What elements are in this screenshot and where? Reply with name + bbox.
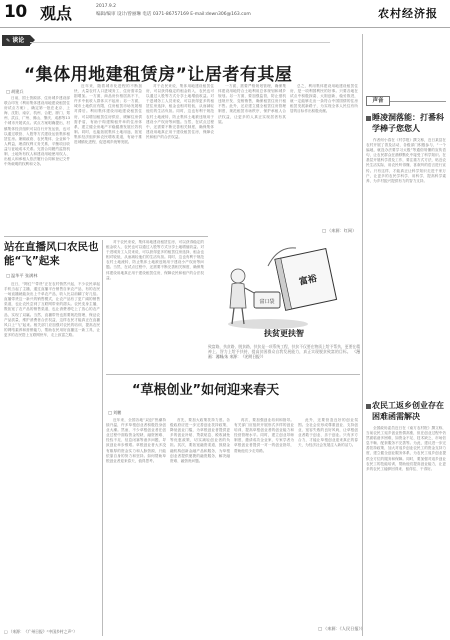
page-header [0,0,450,28]
paragraph: 对于农民来说，集体用地建设租赁住房，可以获得稳定的租金收入，农民也可以通过入股等方式分享土地增值收益。对于进城务工人员来说，可以获得更多的租赁住房选择，租金也相对较低，从而减轻他们的生活负担。同时，这也有利于规范农村土地流转，防止集体土地被违规用于建设小产权房等问题。当然，在试点过程中，还需要不断完善相关制度，确保集体建设用地真正用于建设租赁住房，保障农民和租户的合法权益。 [146,84,214,139]
main-article-col-1 [4,96,70,234]
section-title: 观点 [40,4,73,23]
pen-icon: ✎ [6,38,11,44]
bottom-byline: □ 刘鹏 [108,410,121,416]
paragraph: 近年来，全国各地“双创”热潮持续升温，许多草根创业者积极投身创业大潮。然而，不少草根创业者在创业过程中面临资金短缺、融资困难、经验不足、信息闭塞等诸多问题，导致创业举步维艰。草根创业者大多没有雄厚的资金实力和人脉资源，只能依靠自身的努力和坚持。如何帮助草根创业者迎来春天，值得思考。 [106,418,166,463]
paragraph: 再次，要加强创业培训和指导。有关部门应组织开展形式多样的创业培训，提高草根创业者的创业能力和经营管理水平。同时，建立创业导师制度，邀请成功企业家、专家学者为草根创业者提供一对一的创业指导，帮助他们少走弯路。 [234,418,294,453]
bottom-article-col-4 [298,418,358,624]
main-byline: □ 胡建兵 [6,89,24,95]
caption-text: 致富路，扶贫路，脱贫路，扶贫是一项系统工程，扶贫不仅要在物质上给予帮扶，更要在精神上、智力上给予扶持，提高贫困群众自我发展能力，真正实现脱贫致富的目标。 [208,344,360,355]
cartoon-title: 扶贫更扶智 [264,329,304,338]
issue-date: 2017.9.2 [96,4,117,9]
section-divider [106,374,360,375]
right-headline-2: 农民工返乡创业存在困难函需解决 [372,401,444,421]
main-article-col-4 [218,84,286,234]
bottom-article-col-1 [106,418,166,630]
paragraph: 此外，还要营造良好的创业氛围。全社会应形成尊重创业、支持创业、宽容失败的良好风尚，让草根创业者敢于创业、乐于创业。只有多方合力，才能让草根创业迎来真正的春天，为经济社会发展注入新的活力。 [298,418,358,448]
right-article-1 [366,138,446,390]
left-story-headline: 站在直播风口农民也能“飞”起来 [4,241,99,267]
wallet-label: 富口袋 [259,299,275,305]
bottom-source: □ （来源：《人民日报》） [318,626,365,632]
book-label: 富裕 [298,274,318,288]
main-article-col-3 [146,84,214,234]
left-story-byline: □ 温华平 张满林 [6,273,37,279]
paragraph: 总之，利用集体建设用地建设租赁住房，是一项利国利民的好事。只要各地在试点中积极探索、大胆创新，稳妥推进，就一定能够走出一条符合中国国情的住房租赁发展新路子，为实现全体人民住有所居的目标作出积极贡献。 [290,84,358,114]
book-icon [275,249,337,311]
right-article-2 [366,426,446,634]
poverty-cartoon-illustration [208,236,360,340]
paragraph: 日前，国土资源部、住房城乡建设部联合印发《利用集体建设用地建设租赁住房试点方案》，确定第一批在北京、上海、沈阳、南京、杭州、合肥、厦门、郑州、武汉、广州、佛山、肇庆、成都等13个城市开展试点。试点方案明确提出，村镇集体经济组织可以自行开发运营，也可以通过联营、入股等方式建设运营集体租赁住房。兼顾政府、农民集体、企业和个人利益，理清权利义务关系，平衡项目收益与征地成本关系。完善合同履约监管机制，土地所有权人和建设用地使用权人、出租人和承租人依法履行合同和登记文件中所载明的权利和义务。 [4,96,70,167]
main-source: □ （来源：红网） [322,228,356,234]
tag-divider [30,42,330,43]
bullet-icon [366,116,371,121]
voice-tag: 声音 [366,96,390,106]
editor-info: 编辑/编审 设计/曾丽琳 电话 0371-86757169 E-mail:dewn306@163.com [96,12,251,17]
paragraph: 全国政协委员近日在《南方农村报》撰文称，当前农民工返乡创业热情高涨，但在创业过程中仍然面临诸多困难，如资金不足、技术缺乏、市场信息不畅、配套服务不完善等。为此，建议进一步完善扶持政策，加大对返乡创业农民工的资金支持力度，建立健全创业服务体系，为农民工返乡创业提供全方位的服务和保障。同时，要加强对返乡创业农民工的技能培训，帮助他们提高创业能力，让更多的农民工能够回得来、留得住、干得好。 [366,426,446,471]
left-story-source: □ （来源：《广州日报》“中国乡村之声”） [4,629,77,635]
bullet-icon [366,404,371,409]
main-headline: “集体用地建租赁房”让居者有其屋 [24,65,293,85]
left-story-body [4,282,100,628]
column-divider [362,34,363,636]
newspaper-logo: 农村经济报 [378,7,438,20]
cartoon-caption [208,344,360,360]
main-article-col-5 [290,84,358,226]
page-number: 10 [4,2,27,22]
voice-divider [390,101,446,102]
bottom-headline: “草根创业”如何迎来春天 [132,383,280,398]
caption-source: （漫画：湘城/朱 来源：《光明日报》） [208,349,360,360]
bottom-article-col-3 [234,418,294,630]
section-tag-label: 谈论 [12,37,25,44]
wallet-icon [254,292,280,308]
main-article-col-2 [74,84,142,234]
right-headline-1: 睡凌洞落能：打番科学棒子您您人 [372,113,444,133]
paragraph: 作者何小春在《村学报》撰文称，近日某县在农村开展了普及活动，各级部门积极参与，“一个偏地，就没办法要学习太极”等通俗易懂的宣传语句，让农民群众在潜移默化中接受了科学知识。在基层开展科学普及工作，要注重方式方法，贴近农民生活实际，用农民听得懂、喜欢听的语言进行宣传。只有这样，才能真正让科学知识走进千家万户，让更多的农民学科学、用科学，提高科学素养，为乡村振兴提供有力的智力支持。 [366,138,446,183]
paragraph: 对于农民来说，集体用地建设租赁住房，可以获得稳定的租金收入，农民也可以通过入股等方式分享土地增值收益。对于进城务工人员来说，可以获得更多的租赁住房选择，租金也相对较低，从而减轻他们的生活负担。同时，这也有利于规范农村土地流转，防止集体土地被违规用于建设小产权房等问题。当然，在试点过程中，还需要不断完善相关制度，确保集体建设用地真正用于建设租赁住房，保障农民和租户的合法权益。 [106,240,204,280]
paragraph: 一方面，需要严格规划管理，确保集体建设用地符合土地利用总体规划和城乡规划。另一方面，要加强监管，防止借机违规开发、变相销售，确保租赁住房只租不售。此外，还应建立健全租赁住房管理制度，规范租赁市场秩序，保护承租人合法权益，让更多的人真正实现居者有其屋。 [218,84,286,124]
section-tag [2,35,30,46]
middle-article-col [106,240,204,376]
bottom-article-col-2 [170,418,230,630]
paragraph: 近日，“网红”“带货”正在农村悄然兴起，不少农民拿起手机当起了主播，通过直播平台销售自家农产品，有的农民一场直播就能卖出上千单农产品，收入比以前翻了好几倍。直播带货这一新兴的销售模式，让农产品有了更广阔的销售渠道，也让农民尝到了互联网带来的甜头。农民变身主播，既拓宽了农产品的销售渠道，也让消费者吃上了放心的农产品，实现了双赢。当然，直播带货也需要规范管理，保证农产品质量，维护消费者合法权益，这样农民才能真正在直播风口上“飞”起来。相关部门应加强对农民的培训，提高农民的网络素养和营销能力，帮助农民用好直播这一新工具，让更多的农民搭上互联网快车，走上致富之路。 [4,282,100,337]
paragraph: 首先，要加大政策扶持力度。各级政府应进一步完善创业扶持政策，降低创业门槛，为草根创业者提供更多的创业补贴、贷款贴息、税收减免等优惠政策，切实减轻创业者的负担。其次，要拓宽融资渠道，鼓励金融机构创新金融产品和服务，为草根创业者提供便捷的融资服务，解决融资难、融资贵问题。 [170,418,230,463]
paragraph: 近年来，随着城市化进程的不断加快，大量农村人口进城务工，住房需求急剧增加。一方面，商品房价格居高不下，许多中低收入群体买不起房；另一方面，城市土地供应有限，住房租赁市场发展相对滞后。利用集体建设用地建设租赁住房，可以增加租赁住房供应，缓解住房供需矛盾，有助于构建购租并举的住房体系，建立健全房地产平稳健康发展长效机制。同时，也能拓展集体土地用途，拓宽集体经济组织和农民增收渠道，有助于推进城镇化进程，促进城乡统筹发展。 [74,84,142,145]
column-divider [102,240,103,636]
